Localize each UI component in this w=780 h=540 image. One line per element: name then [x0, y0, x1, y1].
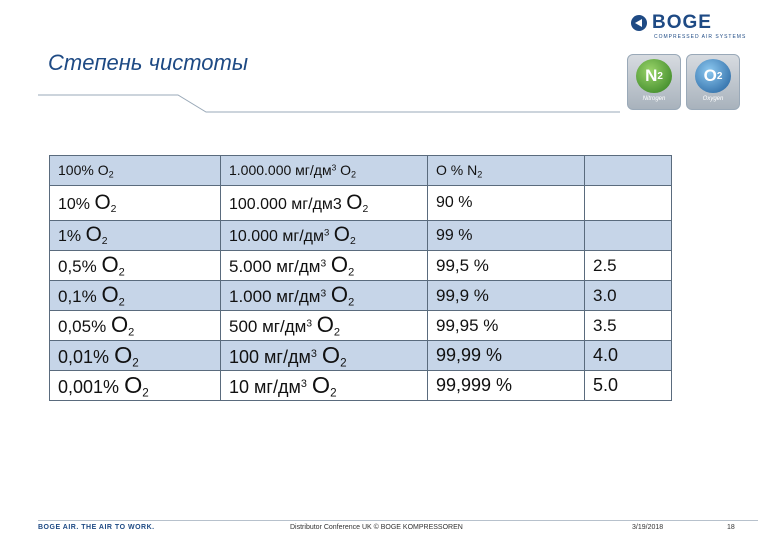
mass-o2-symbol: O — [340, 161, 352, 178]
footer-conference: Distributor Conference UK © BOGE KOMPRESSOREN — [290, 524, 463, 531]
n2-purity-cell — [428, 281, 585, 311]
table-row — [50, 156, 672, 186]
o2-subscript: 2 — [118, 266, 125, 279]
o2-percent: 1% — [58, 228, 82, 246]
logo-text: BOGE — [652, 12, 712, 33]
mass-o2-symbol: O — [346, 190, 363, 214]
o2-symbol: O — [97, 161, 109, 178]
o2-percent-cell — [50, 156, 221, 186]
n2-purity-cell — [428, 311, 585, 341]
o2-percent: 0,5% — [58, 257, 97, 277]
o2-percent-cell — [50, 341, 221, 371]
n2-purity: 99,99 % — [436, 345, 503, 365]
o2-percent-cell — [50, 371, 221, 401]
table-row — [50, 251, 672, 281]
mass-o2-symbol: O — [333, 223, 350, 247]
oxygen-icon — [686, 54, 740, 110]
mass-concentration-cell — [221, 251, 428, 281]
purity-class: 5.0 — [593, 375, 619, 395]
o2-symbol: O — [94, 190, 111, 214]
n2-purity-cell — [428, 156, 585, 186]
mass-o2-symbol: O — [330, 282, 349, 308]
purity-class-cell — [585, 221, 672, 251]
o2-percent: 0,01% — [58, 346, 110, 367]
mass-o2-symbol: O — [321, 341, 341, 368]
mass-o2-subscript: 2 — [348, 296, 355, 309]
boge-logo — [630, 12, 747, 42]
o2-percent-cell — [50, 186, 221, 221]
purity-class: 3.5 — [593, 315, 617, 335]
o2-subscript: 2 — [128, 326, 135, 339]
mass-concentration-cell — [221, 221, 428, 251]
n2-purity: O % N — [436, 161, 478, 178]
n2-purity: 99,999 % — [436, 375, 513, 395]
o2-percent-cell — [50, 251, 221, 281]
mass-concentration-cell — [221, 156, 428, 186]
o2-subscript: 2 — [142, 386, 149, 400]
o2-symbol: O — [85, 223, 102, 247]
n2-purity: 99,95 % — [436, 315, 499, 335]
mass-o2-symbol: O — [316, 312, 334, 338]
mass-o2-subscript: 2 — [330, 386, 337, 400]
o2-subscript: 2 — [110, 204, 117, 216]
mass-exponent: 3 — [331, 162, 337, 173]
o2-percent: 100% — [58, 161, 94, 178]
mass-o2-subscript: 2 — [351, 169, 357, 180]
boge-logo-icon — [630, 14, 648, 32]
mass-value: 10.000 мг/дм — [229, 228, 324, 246]
mass-concentration-cell — [221, 371, 428, 401]
mass-exponent: 3 — [306, 318, 312, 330]
o2-symbol: O — [101, 252, 119, 278]
o2-percent-cell — [50, 221, 221, 251]
purity-class-cell — [585, 371, 672, 401]
purity-class-cell — [585, 186, 672, 221]
table-row — [50, 186, 672, 221]
mass-value: 100.000 мг/дм3 — [229, 195, 342, 213]
o2-subscript: 2 — [132, 356, 139, 370]
mass-value: 100 мг/дм — [229, 346, 311, 367]
n2-purity: 99,9 % — [436, 285, 489, 305]
o2-percent: 0,05% — [58, 317, 107, 337]
mass-value: 5.000 мг/дм — [229, 257, 321, 277]
mass-value: 1.000.000 мг/дм — [229, 161, 332, 178]
o2-symbol: O — [110, 312, 129, 338]
mass-o2-symbol: O — [311, 371, 331, 398]
purity-class-cell — [585, 341, 672, 371]
o2-percent: 0,1% — [58, 287, 97, 307]
n2-subscript: 2 — [477, 169, 483, 180]
table-row — [50, 221, 672, 251]
mass-o2-subscript: 2 — [362, 204, 369, 216]
mass-o2-symbol: O — [330, 252, 349, 278]
purity-class: 2.5 — [593, 255, 617, 275]
o2-subscript: 2 — [118, 296, 125, 309]
purity-class-cell — [585, 281, 672, 311]
n2-index: 2 — [657, 70, 663, 82]
purity-table — [49, 155, 672, 401]
mass-value: 10 мг/дм — [229, 376, 301, 397]
purity-class: 4.0 — [593, 345, 619, 365]
mass-exponent: 3 — [310, 347, 317, 360]
logo-subtitle: COMPRESSED AIR SYSTEMS — [654, 34, 747, 40]
mass-exponent: 3 — [300, 377, 307, 390]
nitrogen-icon — [627, 54, 681, 110]
purity-class: 3.0 — [593, 285, 617, 305]
page-number: 18 — [727, 524, 735, 531]
n2-purity-cell — [428, 341, 585, 371]
mass-o2-subscript: 2 — [349, 236, 356, 248]
n2-purity-cell — [428, 251, 585, 281]
table-row — [50, 371, 672, 401]
mass-concentration-cell — [221, 186, 428, 221]
o2-percent-cell — [50, 281, 221, 311]
n2-label: Nitrogen — [642, 96, 666, 102]
o2-percent: 0,001% — [58, 376, 120, 397]
purity-class-cell — [585, 311, 672, 341]
mass-value: 500 мг/дм — [229, 317, 307, 337]
table-row — [50, 341, 672, 371]
n2-symbol: N — [645, 66, 658, 85]
mass-o2-subscript: 2 — [340, 356, 347, 370]
n2-purity-cell — [428, 221, 585, 251]
n2-purity: 99,5 % — [436, 255, 489, 275]
mass-o2-subscript: 2 — [348, 266, 355, 279]
mass-concentration-cell — [221, 311, 428, 341]
mass-value: 1.000 мг/дм — [229, 287, 321, 307]
o2-subscript: 2 — [101, 236, 108, 248]
o2-symbol: O — [124, 371, 143, 398]
o2-percent: 10% — [58, 195, 91, 213]
mass-exponent: 3 — [320, 288, 327, 300]
mass-o2-subscript: 2 — [333, 326, 341, 339]
footer-brand: BOGE AIR. THE AIR TO WORK. — [38, 524, 155, 531]
o2-subscript: 2 — [108, 169, 114, 180]
n2-purity-cell — [428, 371, 585, 401]
table-row — [50, 311, 672, 341]
o2-percent-cell — [50, 311, 221, 341]
table-row — [50, 281, 672, 311]
o2-symbol: O — [114, 341, 133, 368]
o2-index: 2 — [716, 70, 723, 82]
purity-class-cell — [585, 156, 672, 186]
n2-purity-cell — [428, 186, 585, 221]
n2-purity: 90 % — [436, 194, 473, 211]
o2-label: Oxygen — [702, 96, 724, 102]
purity-class-cell — [585, 251, 672, 281]
page-title: Степень чистоты — [48, 50, 249, 75]
o2-symbol: O — [703, 66, 717, 85]
o2-symbol: O — [101, 282, 119, 308]
mass-concentration-cell — [221, 281, 428, 311]
footer-divider — [38, 520, 758, 521]
mass-exponent: 3 — [324, 228, 330, 240]
footer-date: 3/19/2018 — [632, 524, 664, 531]
mass-exponent: 3 — [320, 258, 327, 270]
mass-concentration-cell — [221, 341, 428, 371]
n2-purity: 99 % — [436, 226, 473, 244]
